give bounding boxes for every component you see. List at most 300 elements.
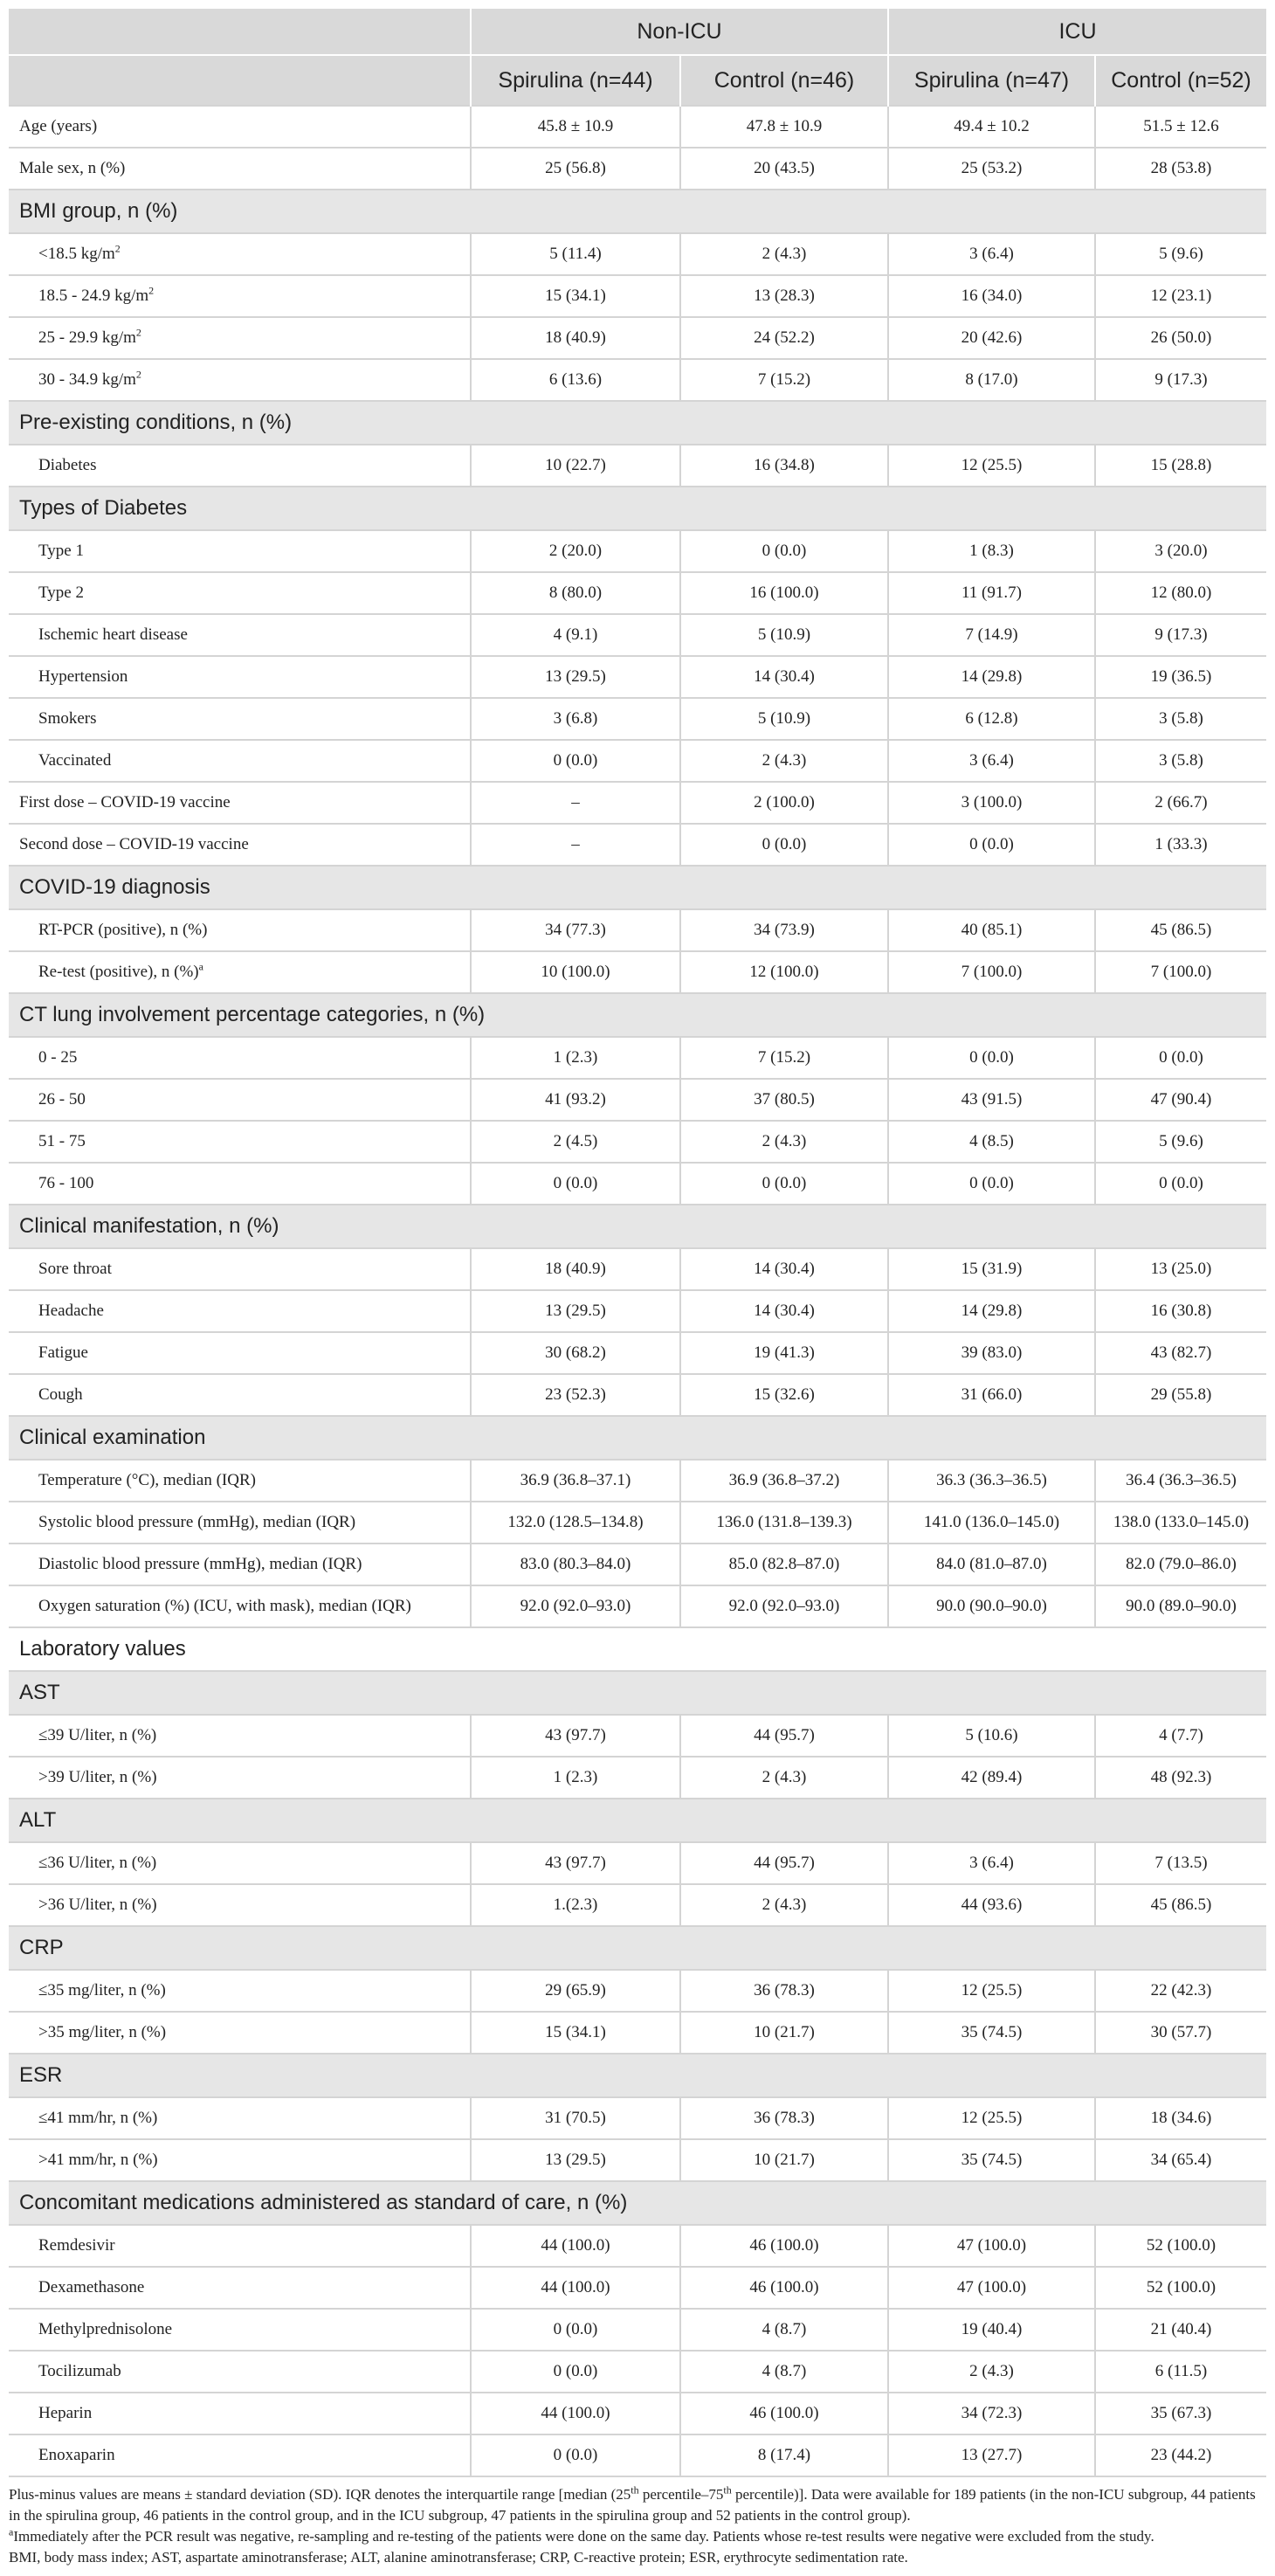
- row-label-text: ≤39 U/liter, n (%): [38, 1726, 157, 1744]
- row-label: [9, 1121, 471, 1163]
- value-non-icu-control: 2 (4.3): [680, 233, 888, 275]
- row-label: [9, 317, 471, 359]
- table-row: [9, 1374, 1266, 1416]
- value-non-icu-control: 46 (100.0): [680, 2267, 888, 2309]
- value-non-icu-control: 46 (100.0): [680, 2225, 888, 2267]
- row-label-text: 30 - 34.9 kg/m: [38, 370, 136, 389]
- row-label-text: Hypertension: [38, 667, 128, 686]
- section-header-row: [9, 1205, 1266, 1248]
- value-non-icu-spirulina: 23 (52.3): [471, 1374, 680, 1416]
- value-non-icu-control: 2 (4.3): [680, 740, 888, 782]
- value-non-icu-control: 16 (100.0): [680, 572, 888, 614]
- value-icu-control: 138.0 (133.0–145.0): [1095, 1502, 1266, 1544]
- table-row: [9, 740, 1266, 782]
- row-label: [9, 909, 471, 951]
- value-icu-control: 30 (57.7): [1095, 2012, 1266, 2054]
- row-label: [9, 2309, 471, 2351]
- value-non-icu-control: 85.0 (82.8–87.0): [680, 1544, 888, 1585]
- value-icu-spirulina: 3 (100.0): [888, 782, 1095, 824]
- row-label: [9, 2267, 471, 2309]
- row-label-text: ≤36 U/liter, n (%): [38, 1854, 157, 1872]
- row-label-text: Cough: [38, 1385, 83, 1404]
- row-label: [9, 824, 471, 866]
- table-row: [9, 1037, 1266, 1079]
- table-row: [9, 2012, 1266, 2054]
- row-label: [9, 2393, 471, 2434]
- value-non-icu-control: 37 (80.5): [680, 1079, 888, 1121]
- table-row: [9, 2097, 1266, 2139]
- table-row: [9, 1079, 1266, 1121]
- value-icu-spirulina: 11 (91.7): [888, 572, 1095, 614]
- value-non-icu-spirulina: 0 (0.0): [471, 2351, 680, 2393]
- section-header-row: [9, 1671, 1266, 1715]
- section-header-label: AST: [9, 1671, 1266, 1715]
- row-label: [9, 2097, 471, 2139]
- row-label-text: 26 - 50: [38, 1090, 86, 1108]
- value-non-icu-control: 10 (21.7): [680, 2012, 888, 2054]
- value-non-icu-control: 14 (30.4): [680, 1290, 888, 1332]
- row-label: [9, 1970, 471, 2012]
- row-label: [9, 2225, 471, 2267]
- row-label-text: Diabetes: [38, 456, 97, 474]
- value-icu-spirulina: 13 (27.7): [888, 2434, 1095, 2476]
- value-non-icu-control: 34 (73.9): [680, 909, 888, 951]
- section-header-label: Laboratory values: [9, 1627, 1266, 1671]
- value-icu-control: 5 (9.6): [1095, 1121, 1266, 1163]
- row-label-text: Re-test (positive), n (%): [38, 963, 199, 981]
- value-non-icu-spirulina: –: [471, 824, 680, 866]
- row-label: [9, 1842, 471, 1884]
- value-non-icu-control: 2 (4.3): [680, 1121, 888, 1163]
- value-non-icu-control: 10 (21.7): [680, 2139, 888, 2181]
- value-non-icu-spirulina: –: [471, 782, 680, 824]
- value-non-icu-spirulina: 1 (2.3): [471, 1037, 680, 1079]
- table-row: [9, 909, 1266, 951]
- group-header-icu: ICU: [888, 9, 1266, 55]
- group-label-row: [9, 1627, 1266, 1671]
- footnote-marker: a: [9, 2525, 14, 2538]
- value-non-icu-control: 20 (43.5): [680, 148, 888, 190]
- footnote-text: Plus-minus values are means ± standard deviation (SD). IQR denotes the interquartile range [median (25: [9, 2486, 631, 2503]
- baseline-characteristics-table: [9, 9, 1266, 2477]
- row-label-text: Diastolic blood pressure (mmHg), median (IQR): [38, 1555, 362, 1573]
- table-row: [9, 614, 1266, 656]
- value-icu-control: 0 (0.0): [1095, 1037, 1266, 1079]
- table-row: [9, 1332, 1266, 1374]
- row-label: [9, 1460, 471, 1502]
- row-label-text: Type 1: [38, 542, 84, 560]
- table-row: [9, 1121, 1266, 1163]
- value-icu-spirulina: 5 (10.6): [888, 1715, 1095, 1757]
- value-icu-spirulina: 49.4 ± 10.2: [888, 106, 1095, 148]
- value-icu-spirulina: 6 (12.8): [888, 698, 1095, 740]
- table-container: [9, 9, 1266, 2568]
- table-row: [9, 2139, 1266, 2181]
- row-label: [9, 1715, 471, 1757]
- table-footnotes: [9, 2484, 1266, 2568]
- value-non-icu-control: 24 (52.2): [680, 317, 888, 359]
- value-non-icu-spirulina: 44 (100.0): [471, 2225, 680, 2267]
- value-non-icu-control: 2 (100.0): [680, 782, 888, 824]
- value-icu-spirulina: 2 (4.3): [888, 2351, 1095, 2393]
- row-label-text: >39 U/liter, n (%): [38, 1768, 157, 1786]
- value-icu-control: 16 (30.8): [1095, 1290, 1266, 1332]
- table-row: [9, 698, 1266, 740]
- table-row: [9, 317, 1266, 359]
- value-non-icu-spirulina: 25 (56.8): [471, 148, 680, 190]
- value-non-icu-control: 14 (30.4): [680, 656, 888, 698]
- table-row: [9, 2309, 1266, 2351]
- row-label-superscript: 2: [114, 242, 121, 255]
- value-icu-control: 5 (9.6): [1095, 233, 1266, 275]
- value-non-icu-control: 36.9 (36.8–37.2): [680, 1460, 888, 1502]
- value-icu-spirulina: 14 (29.8): [888, 656, 1095, 698]
- section-header-label: ALT: [9, 1799, 1266, 1842]
- row-label-text: Male sex, n (%): [19, 159, 126, 177]
- row-label: [9, 1163, 471, 1205]
- table-row: [9, 2267, 1266, 2309]
- row-label: [9, 530, 471, 572]
- value-non-icu-control: 12 (100.0): [680, 951, 888, 993]
- value-non-icu-spirulina: 15 (34.1): [471, 2012, 680, 2054]
- value-icu-control: 3 (20.0): [1095, 530, 1266, 572]
- value-non-icu-control: 15 (32.6): [680, 1374, 888, 1416]
- footnote-text: Immediately after the PCR result was negative, re-sampling and re-testing of the patients were done on the same day. Patients whose re-test results were negative were excluded from the study.: [13, 2528, 1154, 2545]
- value-icu-control: 82.0 (79.0–86.0): [1095, 1544, 1266, 1585]
- row-label-text: Headache: [38, 1302, 104, 1320]
- table-row: [9, 106, 1266, 148]
- value-icu-spirulina: 3 (6.4): [888, 1842, 1095, 1884]
- row-label: [9, 148, 471, 190]
- value-non-icu-spirulina: 92.0 (92.0–93.0): [471, 1585, 680, 1627]
- section-header-label: Pre-existing conditions, n (%): [9, 401, 1266, 445]
- footnote-text: percentile)]. Data were available for 189 patients (in the non-ICU subgroup, 44 patients in the spirulina group, 46 patients in the control group, and in the ICU subgroup, 47 patients in the spirulina group and 52 patients in the control group).: [9, 2486, 1256, 2524]
- value-icu-control: 28 (53.8): [1095, 148, 1266, 190]
- row-label-text: Remdesivir: [38, 2236, 115, 2255]
- value-non-icu-spirulina: 3 (6.8): [471, 698, 680, 740]
- section-header-label: BMI group, n (%): [9, 190, 1266, 233]
- value-icu-control: 19 (36.5): [1095, 656, 1266, 698]
- value-non-icu-control: 5 (10.9): [680, 698, 888, 740]
- value-non-icu-control: 2 (4.3): [680, 1884, 888, 1926]
- value-icu-control: 1 (33.3): [1095, 824, 1266, 866]
- value-icu-control: 47 (90.4): [1095, 1079, 1266, 1121]
- section-header-row: [9, 2054, 1266, 2097]
- footnote-abbreviations-stats: [9, 2484, 1266, 2526]
- row-label-text: >35 mg/liter, n (%): [38, 2023, 167, 2041]
- row-label-text: Heparin: [38, 2404, 93, 2422]
- row-label-text: Sore throat: [38, 1260, 112, 1278]
- table-body: [9, 106, 1266, 2476]
- value-non-icu-spirulina: 4 (9.1): [471, 614, 680, 656]
- value-non-icu-spirulina: 13 (29.5): [471, 656, 680, 698]
- value-icu-control: 35 (67.3): [1095, 2393, 1266, 2434]
- value-non-icu-spirulina: 0 (0.0): [471, 740, 680, 782]
- value-non-icu-control: 36 (78.3): [680, 1970, 888, 2012]
- value-icu-spirulina: 4 (8.5): [888, 1121, 1095, 1163]
- value-icu-control: 21 (40.4): [1095, 2309, 1266, 2351]
- row-label-text: Vaccinated: [38, 751, 112, 770]
- section-header-row: [9, 1926, 1266, 1970]
- value-icu-control: 26 (50.0): [1095, 317, 1266, 359]
- table-header: [9, 9, 1266, 106]
- row-label-text: 18.5 - 24.9 kg/m: [38, 287, 149, 305]
- table-row: [9, 148, 1266, 190]
- row-label: [9, 1037, 471, 1079]
- section-header-label: CRP: [9, 1926, 1266, 1970]
- value-non-icu-control: 4 (8.7): [680, 2309, 888, 2351]
- section-header-row: [9, 993, 1266, 1037]
- value-non-icu-spirulina: 18 (40.9): [471, 1248, 680, 1290]
- row-label: [9, 1332, 471, 1374]
- value-non-icu-control: 5 (10.9): [680, 614, 888, 656]
- value-non-icu-control: 7 (15.2): [680, 1037, 888, 1079]
- value-icu-control: 45 (86.5): [1095, 1884, 1266, 1926]
- column-header-non-icu-spirulina: Spirulina (n=44): [471, 55, 680, 106]
- footnote-abbreviations: BMI, body mass index; AST, aspartate aminotransferase; ALT, alanine aminotransferase; CRP, C-reactive protein; ESR, erythrocyte sedimentation rate.: [9, 2549, 908, 2566]
- value-icu-spirulina: 0 (0.0): [888, 1037, 1095, 1079]
- value-non-icu-control: 92.0 (92.0–93.0): [680, 1585, 888, 1627]
- row-label-text: Type 2: [38, 584, 84, 602]
- value-non-icu-control: 14 (30.4): [680, 1248, 888, 1290]
- section-header-label: Clinical manifestation, n (%): [9, 1205, 1266, 1248]
- row-label-text: ≤41 mm/hr, n (%): [38, 2109, 158, 2127]
- value-non-icu-control: 0 (0.0): [680, 824, 888, 866]
- value-icu-control: 45 (86.5): [1095, 909, 1266, 951]
- section-header-row: [9, 401, 1266, 445]
- row-label: [9, 656, 471, 698]
- table-row: [9, 1884, 1266, 1926]
- value-non-icu-spirulina: 45.8 ± 10.9: [471, 106, 680, 148]
- value-non-icu-spirulina: 30 (68.2): [471, 1332, 680, 1374]
- value-icu-spirulina: 0 (0.0): [888, 1163, 1095, 1205]
- value-icu-spirulina: 34 (72.3): [888, 2393, 1095, 2434]
- section-header-label: Clinical examination: [9, 1416, 1266, 1460]
- value-non-icu-spirulina: 15 (34.1): [471, 275, 680, 317]
- value-icu-control: 13 (25.0): [1095, 1248, 1266, 1290]
- value-non-icu-spirulina: 43 (97.7): [471, 1842, 680, 1884]
- table-row: [9, 656, 1266, 698]
- value-icu-spirulina: 20 (42.6): [888, 317, 1095, 359]
- footnote-text: percentile–75: [638, 2486, 724, 2503]
- value-icu-control: 51.5 ± 12.6: [1095, 106, 1266, 148]
- value-icu-spirulina: 16 (34.0): [888, 275, 1095, 317]
- table-row: [9, 1460, 1266, 1502]
- section-header-row: [9, 487, 1266, 530]
- value-icu-control: 6 (11.5): [1095, 2351, 1266, 2393]
- row-label: [9, 2012, 471, 2054]
- value-non-icu-control: 16 (34.8): [680, 445, 888, 487]
- row-label: [9, 698, 471, 740]
- row-label-text: Dexamethasone: [38, 2278, 145, 2296]
- row-label-text: 76 - 100: [38, 1174, 94, 1192]
- table-row: [9, 572, 1266, 614]
- row-label: [9, 951, 471, 993]
- value-icu-control: 23 (44.2): [1095, 2434, 1266, 2476]
- value-non-icu-spirulina: 5 (11.4): [471, 233, 680, 275]
- value-non-icu-spirulina: 2 (4.5): [471, 1121, 680, 1163]
- section-header-row: [9, 190, 1266, 233]
- row-label: [9, 1757, 471, 1799]
- value-icu-control: 9 (17.3): [1095, 614, 1266, 656]
- group-header-row: [9, 9, 1266, 55]
- section-header-row: [9, 2181, 1266, 2225]
- value-icu-spirulina: 3 (6.4): [888, 740, 1095, 782]
- row-label-superscript: 2: [148, 284, 155, 297]
- value-icu-spirulina: 3 (6.4): [888, 233, 1095, 275]
- row-label-text: 51 - 75: [38, 1132, 86, 1150]
- row-label: [9, 1884, 471, 1926]
- value-icu-control: 0 (0.0): [1095, 1163, 1266, 1205]
- row-label-text: Methylprednisolone: [38, 2320, 173, 2338]
- table-row: [9, 1715, 1266, 1757]
- row-label: [9, 782, 471, 824]
- value-icu-control: 12 (80.0): [1095, 572, 1266, 614]
- value-non-icu-control: 47.8 ± 10.9: [680, 106, 888, 148]
- table-row: [9, 2225, 1266, 2267]
- value-non-icu-spirulina: 0 (0.0): [471, 1163, 680, 1205]
- section-header-row: [9, 866, 1266, 909]
- row-label: [9, 1374, 471, 1416]
- value-non-icu-spirulina: 36.9 (36.8–37.1): [471, 1460, 680, 1502]
- value-non-icu-spirulina: 44 (100.0): [471, 2267, 680, 2309]
- row-label-text: ≤35 mg/liter, n (%): [38, 1981, 166, 1999]
- row-label-text: 0 - 25: [38, 1048, 78, 1067]
- value-icu-control: 3 (5.8): [1095, 698, 1266, 740]
- row-label-text: Second dose – COVID-19 vaccine: [19, 835, 249, 853]
- column-header-non-icu-control: Control (n=46): [680, 55, 888, 106]
- value-icu-spirulina: 12 (25.5): [888, 1970, 1095, 2012]
- value-non-icu-control: 7 (15.2): [680, 359, 888, 401]
- value-icu-spirulina: 19 (40.4): [888, 2309, 1095, 2351]
- row-label: [9, 1290, 471, 1332]
- value-icu-control: 7 (13.5): [1095, 1842, 1266, 1884]
- value-icu-control: 48 (92.3): [1095, 1757, 1266, 1799]
- table-row: [9, 275, 1266, 317]
- row-label-text: Temperature (°C), median (IQR): [38, 1471, 256, 1489]
- value-non-icu-spirulina: 1.(2.3): [471, 1884, 680, 1926]
- value-non-icu-control: 8 (17.4): [680, 2434, 888, 2476]
- value-icu-spirulina: 25 (53.2): [888, 148, 1095, 190]
- value-non-icu-control: 13 (28.3): [680, 275, 888, 317]
- row-label: [9, 740, 471, 782]
- value-icu-spirulina: 43 (91.5): [888, 1079, 1095, 1121]
- value-non-icu-spirulina: 8 (80.0): [471, 572, 680, 614]
- row-label: [9, 2434, 471, 2476]
- footnote-retest: [9, 2526, 1266, 2547]
- value-icu-spirulina: 12 (25.5): [888, 445, 1095, 487]
- value-icu-spirulina: 14 (29.8): [888, 1290, 1095, 1332]
- table-row: [9, 359, 1266, 401]
- row-label-text: Tocilizumab: [38, 2362, 121, 2380]
- column-header-row: [9, 55, 1266, 106]
- value-non-icu-control: 19 (41.3): [680, 1332, 888, 1374]
- table-row: [9, 1163, 1266, 1205]
- value-icu-control: 3 (5.8): [1095, 740, 1266, 782]
- row-label-text: Smokers: [38, 709, 97, 728]
- value-icu-control: 22 (42.3): [1095, 1970, 1266, 2012]
- value-icu-control: 12 (23.1): [1095, 275, 1266, 317]
- footnote-superscript: th: [723, 2483, 732, 2497]
- table-row: [9, 445, 1266, 487]
- table-row: [9, 1970, 1266, 2012]
- value-icu-spirulina: 35 (74.5): [888, 2012, 1095, 2054]
- group-header-non-icu: Non-ICU: [471, 9, 888, 55]
- row-label: [9, 1248, 471, 1290]
- row-label: [9, 572, 471, 614]
- value-non-icu-control: 44 (95.7): [680, 1842, 888, 1884]
- value-icu-spirulina: 0 (0.0): [888, 824, 1095, 866]
- row-label-text: RT-PCR (positive), n (%): [38, 921, 208, 939]
- value-non-icu-control: 0 (0.0): [680, 530, 888, 572]
- value-icu-control: 52 (100.0): [1095, 2267, 1266, 2309]
- value-icu-control: 29 (55.8): [1095, 1374, 1266, 1416]
- table-row: [9, 2393, 1266, 2434]
- row-label: [9, 2351, 471, 2393]
- value-non-icu-spirulina: 31 (70.5): [471, 2097, 680, 2139]
- value-icu-control: 7 (100.0): [1095, 951, 1266, 993]
- value-non-icu-spirulina: 2 (20.0): [471, 530, 680, 572]
- section-header-label: Concomitant medications administered as standard of care, n (%): [9, 2181, 1266, 2225]
- value-non-icu-spirulina: 43 (97.7): [471, 1715, 680, 1757]
- row-label-superscript: a: [198, 960, 203, 973]
- row-label-text: Fatigue: [38, 1343, 88, 1362]
- value-icu-spirulina: 12 (25.5): [888, 2097, 1095, 2139]
- value-non-icu-control: 136.0 (131.8–139.3): [680, 1502, 888, 1544]
- table-row: [9, 782, 1266, 824]
- value-icu-spirulina: 141.0 (136.0–145.0): [888, 1502, 1095, 1544]
- value-icu-control: 18 (34.6): [1095, 2097, 1266, 2139]
- footnote-superscript: th: [631, 2483, 639, 2497]
- value-icu-control: 15 (28.8): [1095, 445, 1266, 487]
- row-label: [9, 445, 471, 487]
- row-label-text: Age (years): [19, 117, 98, 135]
- value-non-icu-spirulina: 13 (29.5): [471, 2139, 680, 2181]
- value-non-icu-control: 4 (8.7): [680, 2351, 888, 2393]
- value-icu-spirulina: 42 (89.4): [888, 1757, 1095, 1799]
- row-label: [9, 1502, 471, 1544]
- value-non-icu-control: 36 (78.3): [680, 2097, 888, 2139]
- section-header-row: [9, 1799, 1266, 1842]
- row-label-text: Systolic blood pressure (mmHg), median (IQR): [38, 1513, 356, 1531]
- value-icu-spirulina: 84.0 (81.0–87.0): [888, 1544, 1095, 1585]
- row-label-superscript: 2: [135, 368, 141, 381]
- value-icu-control: 4 (7.7): [1095, 1715, 1266, 1757]
- value-non-icu-spirulina: 44 (100.0): [471, 2393, 680, 2434]
- value-non-icu-spirulina: 18 (40.9): [471, 317, 680, 359]
- table-row: [9, 1842, 1266, 1884]
- value-icu-spirulina: 1 (8.3): [888, 530, 1095, 572]
- row-label-text: <18.5 kg/m: [38, 245, 115, 263]
- value-icu-spirulina: 39 (83.0): [888, 1332, 1095, 1374]
- table-row: [9, 824, 1266, 866]
- column-header-icu-spirulina: Spirulina (n=47): [888, 55, 1095, 106]
- group-header-blank: [9, 9, 471, 55]
- value-icu-spirulina: 15 (31.9): [888, 1248, 1095, 1290]
- value-non-icu-control: 46 (100.0): [680, 2393, 888, 2434]
- table-row: [9, 2351, 1266, 2393]
- row-label: [9, 106, 471, 148]
- row-label-text: >36 U/liter, n (%): [38, 1896, 157, 1914]
- table-row: [9, 951, 1266, 993]
- value-non-icu-control: 44 (95.7): [680, 1715, 888, 1757]
- row-label: [9, 275, 471, 317]
- value-icu-spirulina: 40 (85.1): [888, 909, 1095, 951]
- value-non-icu-spirulina: 41 (93.2): [471, 1079, 680, 1121]
- row-label-text: >41 mm/hr, n (%): [38, 2151, 158, 2169]
- value-non-icu-spirulina: 29 (65.9): [471, 1970, 680, 2012]
- row-label: [9, 1585, 471, 1627]
